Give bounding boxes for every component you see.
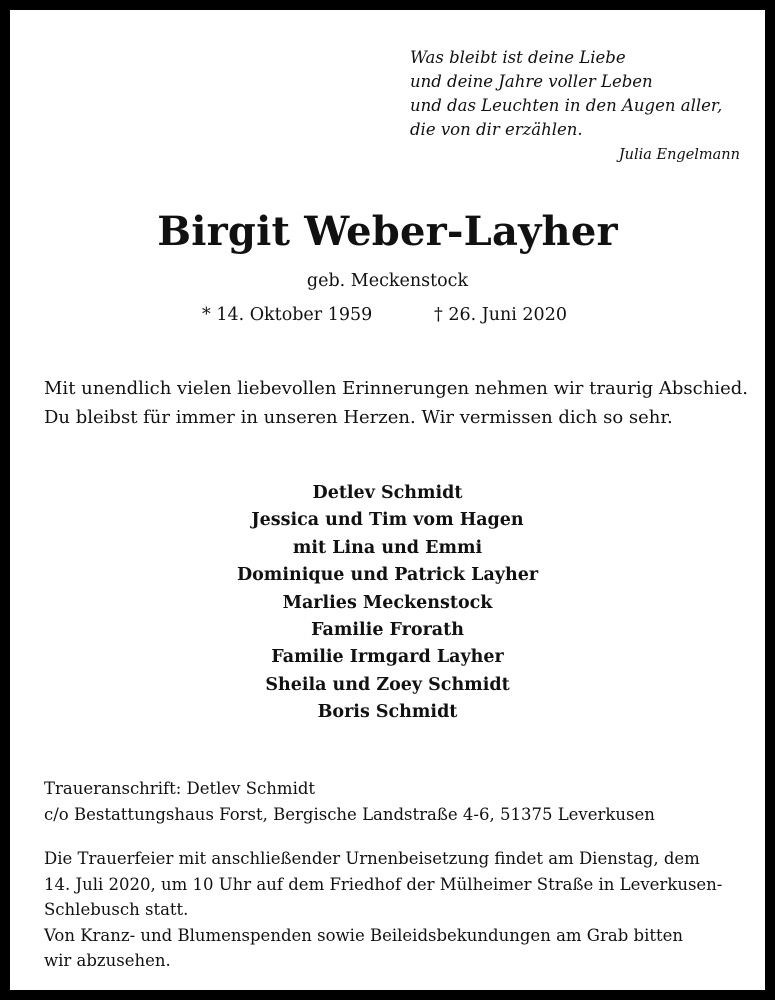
quote-line: die von dir erzählen. (410, 120, 583, 139)
service-line: Schlebusch statt. (44, 900, 189, 919)
mourner-name: Detlev Schmidt (312, 483, 463, 503)
message-line: Mit unendlich vielen liebevollen Erinnerungen nehmen wir traurig Abschied. (44, 378, 748, 399)
mourner-name: Sheila und Zoey Schmidt (265, 674, 510, 695)
mourners-list (10, 480, 765, 727)
service-line: 14. Juli 2020, um 10 Uhr auf dem Friedhof der Mülheimer Straße in Leverkusen- (44, 874, 723, 894)
address-line: c/o Bestattungshaus Forst, Bergische Landstraße 4-6, 51375 Leverkusen (44, 805, 655, 824)
quote-line: und das Leuchten in den Augen aller, (410, 96, 723, 115)
mourner-name: Familie Irmgard Layher (271, 647, 504, 668)
quote-line: Was bleibt ist deine Liebe (410, 48, 626, 67)
birth-date: * 14. Oktober 1959 (202, 305, 373, 325)
life-dates (10, 300, 765, 330)
mourner-name: Marlies Meckenstock (282, 592, 493, 613)
quote-line: und deine Jahre voller Leben (410, 72, 653, 91)
quote-author: Julia Engelmann (618, 147, 740, 163)
mourner-name: Boris Schmidt (317, 702, 458, 723)
service-line: Die Trauerfeier mit anschließender Urnenbeisetzung findet am Dienstag, dem (44, 849, 700, 868)
mourner-name: Jessica und Tim vom Hagen (251, 510, 524, 531)
deceased-name: Birgit Weber-Layher (157, 208, 618, 255)
mourner-name: Dominique und Patrick Layher (236, 565, 539, 586)
mourner-name: Familie Frorath (311, 620, 464, 641)
address-line: Traueranschrift: Detlev Schmidt (44, 779, 316, 798)
service-line: wir abzusehen. (44, 951, 171, 970)
birth-name: geb. Meckenstock (306, 271, 469, 291)
mourning-address (44, 776, 744, 828)
memorial-quote (410, 46, 740, 166)
mourner-name: mit Lina und Emmi (292, 537, 483, 558)
message-line: Du bleibst für immer in unseren Herzen. Wir vermissen dich so sehr. (44, 407, 673, 428)
service-line: Von Kranz- und Blumenspenden sowie Beileidsbekundungen am Grab bitten (44, 925, 683, 945)
death-date: † 26. Juni 2020 (434, 305, 567, 325)
farewell-message (44, 374, 748, 432)
funeral-service-info (44, 846, 744, 974)
